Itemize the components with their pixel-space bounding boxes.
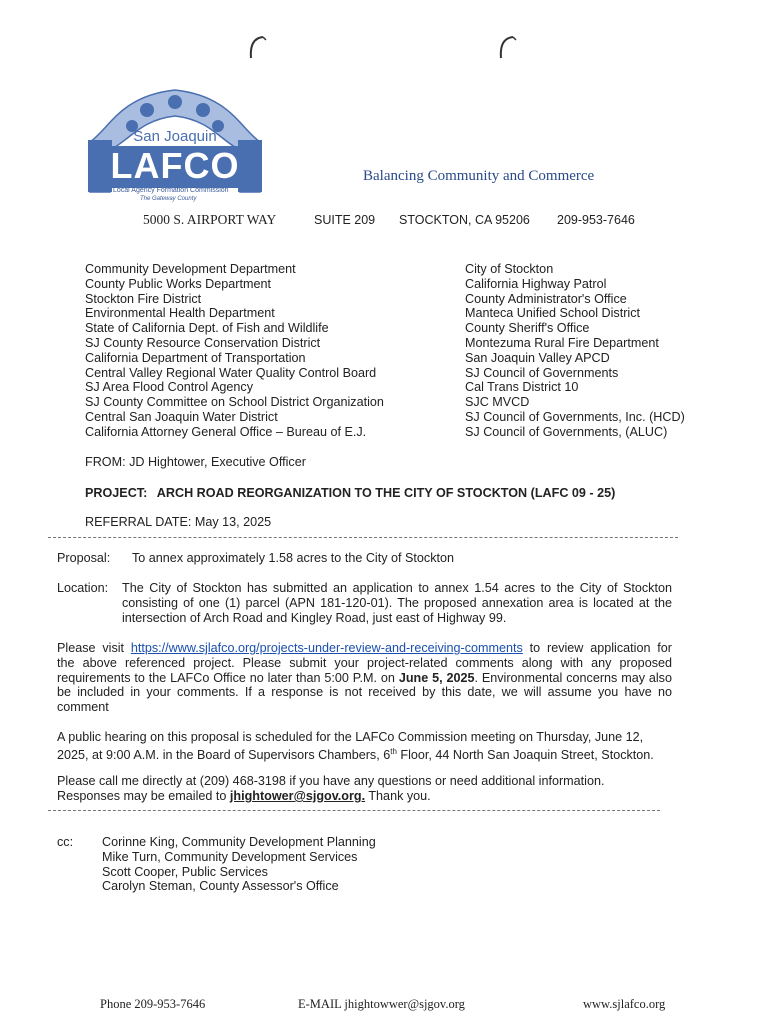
cc-item: Carolyn Steman, County Assessor's Office xyxy=(102,879,339,894)
hearing-sup: th xyxy=(390,746,397,756)
cc-item: Corinne King, Community Development Planning xyxy=(102,835,376,849)
recipient-item: SJC MVCD xyxy=(465,395,530,410)
letterhead-suite: SUITE 209 xyxy=(314,213,376,227)
recipient-item: SJ County Committee on School District Organization xyxy=(85,395,384,410)
cc-list xyxy=(102,835,376,894)
logo-tagline: The Gateway County xyxy=(140,196,197,202)
recipients-left-list xyxy=(85,262,384,440)
location-text: The City of Stockton has submitted an application to annex 1.54 acres to the City of Stockton consisting of one (1) parcel (APN 181-120-01). The proposed annexation area is located at the intersection of Arch Road and Kingley Road, just east of Highway 99. xyxy=(122,581,672,625)
hearing-pre: A public hearing on this proposal is scheduled for the LAFCo Commission meeting on Thursday, June 12, 2025, at 9:00 A.M. in the Board of Supervisors Chambers, 6 xyxy=(57,730,644,762)
recipient-item: City of Stockton xyxy=(465,262,554,276)
from-line: FROM: JD Hightower, Executive Officer xyxy=(85,455,306,469)
recipient-item: California Department of Transportation xyxy=(85,350,306,365)
project-title: ARCH ROAD REORGANIZATION TO THE CITY OF STOCKTON (LAFC 09 - 25) xyxy=(156,486,616,500)
contact-line-2 xyxy=(57,789,431,804)
recipient-item: California Highway Patrol xyxy=(465,276,607,291)
recipient-item: County Administrator's Office xyxy=(465,291,627,306)
recipient-item: Stockton Fire District xyxy=(85,291,202,306)
proposal-label: Proposal: xyxy=(57,551,111,565)
review-post2: . Environmental concerns may also be included in your comments. If a response is not received by this date, we will assume you have no comment xyxy=(57,670,672,715)
contact-email-link[interactable]: jhightower@sjgov.org. xyxy=(229,789,366,803)
logo-sub-text: Local Agency Formation Commission xyxy=(113,187,229,194)
divider-bottom xyxy=(48,810,660,811)
logo-main-text: LAFCO xyxy=(110,145,240,186)
cc-item: Mike Turn, Community Development Services xyxy=(102,849,358,864)
recipient-item: Environmental Health Department xyxy=(85,306,275,321)
recipient-item: County Sheriff's Office xyxy=(465,321,590,336)
project-heading xyxy=(85,486,615,500)
hearing-post: Floor, 44 North San Joaquin Street, Stockton. xyxy=(396,747,654,762)
contact-line-2-pre: Responses may be emailed to xyxy=(57,789,230,803)
cc-label: cc: xyxy=(57,835,74,849)
cc-item: Scott Cooper, Public Services xyxy=(102,864,268,879)
review-post1: to review application for the above referenced project. Please submit your project-related comments along with any proposed requirements to the LAFCo Office no later than 5:00 P.M. on xyxy=(57,641,672,685)
deadline-date: June 5, 2025 xyxy=(398,670,475,685)
recipient-item: Central Valley Regional Water Quality Control Board xyxy=(85,365,377,380)
recipient-item: Community Development Department xyxy=(85,262,296,276)
review-pre: Please visit xyxy=(57,641,131,655)
recipient-item: SJ Area Flood Control Agency xyxy=(85,380,254,395)
letterhead-slogan: Balancing Community and Commerce xyxy=(363,168,595,184)
recipient-item: County Public Works Department xyxy=(85,276,271,291)
location-label: Location: xyxy=(57,581,109,595)
footer-phone: Phone 209-953-7646 xyxy=(100,997,206,1011)
recipient-item: Manteca Unified School District xyxy=(465,306,640,321)
scan-corner-mark-left xyxy=(245,34,269,60)
recipient-item: Montezuma Rural Fire Department xyxy=(465,335,659,350)
recipient-item: Central San Joaquin Water District xyxy=(85,409,278,424)
projects-under-review-link[interactable]: https://www.sjlafco.org/projects-under-review-and-receiving-comments xyxy=(130,641,523,655)
recipient-item: SJ Council of Governments, Inc. (HCD) xyxy=(465,409,685,424)
divider-top xyxy=(48,537,678,538)
review-paragraph xyxy=(57,641,672,715)
recipient-item: Cal Trans District 10 xyxy=(465,380,579,395)
lafco-logo xyxy=(80,80,270,210)
recipient-item: SJ Council of Governments, (ALUC) xyxy=(465,424,668,439)
recipient-item: California Attorney General Office – Bureau of E.J. xyxy=(85,424,367,439)
footer-email: E-MAIL jhightowwer@sjgov.org xyxy=(298,997,465,1011)
recipients-right-list xyxy=(465,262,685,440)
letterhead-address: 5000 S. AIRPORT WAY xyxy=(143,212,277,227)
proposal-text: To annex approximately 1.58 acres to the City of Stockton xyxy=(132,551,455,565)
recipient-item: SJ Council of Governments xyxy=(465,365,619,380)
letterhead-phone: 209-953-7646 xyxy=(557,213,635,227)
referral-date: REFERRAL DATE: May 13, 2025 xyxy=(85,515,272,529)
contact-line-1: Please call me directly at (209) 468-3198 if you have any questions or need additional information. xyxy=(57,774,605,788)
footer-website: www.sjlafco.org xyxy=(583,997,666,1011)
letterhead-city: STOCKTON, CA 95206 xyxy=(399,213,530,227)
scan-corner-mark-right xyxy=(495,34,519,60)
contact-line-2-post: Thank you. xyxy=(365,789,431,803)
recipient-item: State of California Dept. of Fish and Wildlife xyxy=(85,321,329,336)
recipient-item: SJ County Resource Conservation District xyxy=(85,335,321,350)
hearing-paragraph xyxy=(57,730,677,763)
project-label: PROJECT: xyxy=(85,486,148,500)
logo-arc-text: San Joaquin xyxy=(133,128,217,145)
recipient-item: San Joaquin Valley APCD xyxy=(465,350,610,365)
